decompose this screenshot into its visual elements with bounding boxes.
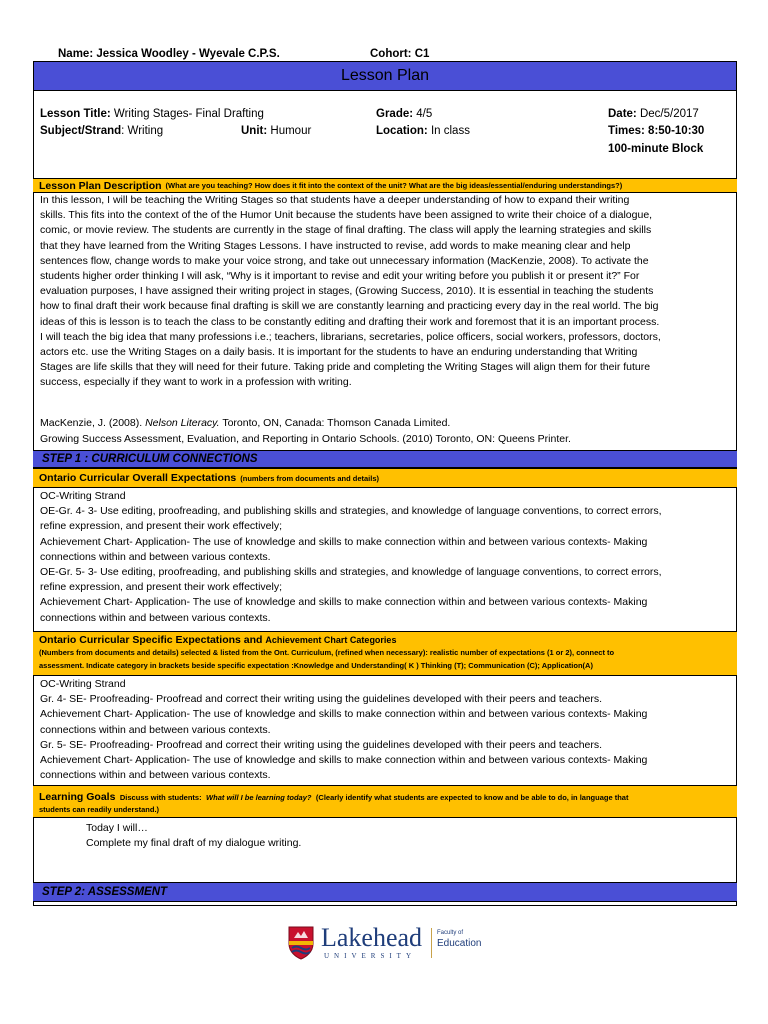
description-line: students higher order thinking I will ask, “Why is it important to revise and edit your writing before you publish it or present it?” For: [40, 270, 640, 283]
description-line: sentences flow, change words to make your voice strong, and take out unnecessary information (MacKenzie, 2008). To activate the: [40, 254, 649, 267]
description-line: success, especially if they want to work in a profession with writing.: [40, 376, 352, 389]
logo-divider: [431, 928, 432, 958]
block-length: 100-minute Block: [608, 143, 704, 155]
lakehead-shield-icon: [288, 926, 314, 960]
overall-line: Achievement Chart- Application- The use of knowledge and skills to make connection within and between various contexts- Making: [40, 596, 648, 609]
description-line: evaluation purposes, I have assigned their writing project in stages, (Growing Success, 2010). It is essential in teaching the students: [40, 285, 654, 298]
date: Date: Dec/5/2017: [608, 108, 699, 120]
step2-heading: STEP 2: ASSESSMENT: [33, 882, 737, 902]
goal-line: Today I will…: [86, 822, 148, 834]
description-line: comic, or movie review. The students are currently in the stage of final drafting. The class will apply the learning strategies and skills: [40, 224, 652, 237]
description-line: skills. This fits into the context of the of the Humor Unit because the students have been assigned to write their choice of a dialogue,: [40, 209, 653, 222]
description-line: actors etc. use the Writing Stages on a daily basis. It is important for the students to have an enduring understanding that Writing: [40, 346, 638, 359]
lesson-plan-title: Lesson Plan: [33, 61, 737, 91]
overall-line: Achievement Chart- Application- The use of knowledge and skills to make connection within and between various contexts- Making: [40, 535, 648, 548]
specific-line: Gr. 5- SE- Proofreading- Proofread and correct their writing using the guidelines developed with their peers and teachers.: [40, 738, 603, 751]
description-heading-band: Lesson Plan Description (What are you teaching? How does it fit into the context of the unit? What are the big ideas/essential/enduring understandings?): [33, 178, 737, 193]
description-line: ideas of this is lesson is to teach the class to be constantly editing and drafting their work and foremost that it is an important process.: [40, 315, 660, 328]
specific-line: connections within and between various contexts.: [40, 723, 271, 736]
specific-expectations-body: [40, 677, 730, 783]
faculty-education-label: Education: [437, 938, 482, 949]
times: Times: 8:50-10:30: [608, 125, 705, 137]
description-line: I will teach the big idea that many professions i.e.; teachers, librarians, secretaries, police officers, social workers, professors, doctors,: [40, 330, 661, 343]
lakehead-logo: [288, 924, 488, 964]
description-line: Stages are life skills that they will need for their future. Taking pride and completing the Writing Stages will align them for their future: [40, 361, 651, 374]
description-line: that they have learned from the Writing Stages Lessons. I have instructed to revise, add words to make meaning clear and help: [40, 239, 631, 252]
unit: Unit: Humour: [241, 125, 312, 137]
specific-line: connections within and between various contexts.: [40, 769, 271, 782]
grade: Grade: 4/5: [376, 108, 433, 120]
overall-line: refine expression, and present their work effectively;: [40, 520, 283, 533]
overall-line: refine expression, and present their work effectively;: [40, 581, 283, 594]
overall-expectations-band: Ontario Curricular Overall Expectations (numbers from documents and details): [33, 468, 737, 488]
specific-line: Achievement Chart- Application- The use of knowledge and skills to make connection within and between various contexts- Making: [40, 708, 648, 721]
reference-growing-success: Growing Success Assessment, Evaluation, and Reporting in Ontario Schools. (2010) Toronto, ON: Queens Printer.: [40, 433, 571, 445]
reference-mackenzie: MacKenzie, J. (2008). Nelson Literacy. Toronto, ON, Canada: Thomson Canada Limited.: [40, 417, 451, 429]
specific-line: Gr. 4- SE- Proofreading- Proofread and correct their writing using the guidelines developed with their peers and teachers.: [40, 693, 603, 706]
lakehead-wordmark: Lakehead: [321, 923, 423, 952]
subject-strand: Subject/Strand: Writing: [40, 125, 164, 137]
goal-line: Complete my final draft of my dialogue writing.: [86, 837, 302, 850]
specific-expectations-band: Ontario Curricular Specific Expectations and Achievement Chart Categories (Numbers from documents and details) selected & listed from the Ont. Curriculum, (refined when necessary): realistic number of expectations (1 or 2), connect to assessment. Indicate category in brackets beside specific expectation :Knowledge and Understanding( K ) Thinking (T); Communication (C); Application(A): [33, 631, 737, 676]
overall-expectations-body: [40, 489, 730, 626]
overall-line: connections within and between various contexts.: [40, 611, 271, 624]
overall-line: OE-Gr. 5- 3- Use editing, proofreading, and publishing skills and strategies, and knowledge of language conventions, to correct errors,: [40, 566, 662, 579]
overall-line: OE-Gr. 4- 3- Use editing, proofreading, and publishing skills and strategies, and knowledge of language conventions, to correct errors,: [40, 505, 662, 518]
cohort: Cohort: C1: [370, 48, 430, 60]
learning-goals-band: Learning Goals Discuss with students: What will I be learning today? (Clearly identify what students are expected to know and be able to do, in language that students can readily understand.): [33, 785, 737, 818]
faculty-small-label: Faculty of: [437, 930, 464, 936]
description-line: how to final draft their work because final drafting is skill we are constantly learning and practicing every day in the real world. The big: [40, 300, 659, 313]
description-body: [40, 193, 730, 391]
specific-line: OC-Writing Strand: [40, 678, 126, 690]
lakehead-university-label: UNIVERSITY: [324, 952, 416, 960]
description-line: In this lesson, I will be teaching the Writing Stages so that students have a deeper understanding of how to expand their writing: [40, 194, 630, 206]
specific-line: Achievement Chart- Application- The use of knowledge and skills to make connection within and between various contexts- Making: [40, 754, 648, 767]
location: Location: In class: [376, 125, 470, 137]
teacher-name: Name: Jessica Woodley - Wyevale C.P.S.: [58, 48, 280, 60]
learning-goals-body: [86, 821, 768, 851]
overall-line: connections within and between various contexts.: [40, 550, 271, 563]
overall-line: OC-Writing Strand: [40, 490, 126, 502]
step1-heading: STEP 1 : CURRICULUM CONNECTIONS: [33, 450, 737, 468]
lesson-title: Lesson Title: Writing Stages- Final Drafting: [40, 108, 264, 120]
